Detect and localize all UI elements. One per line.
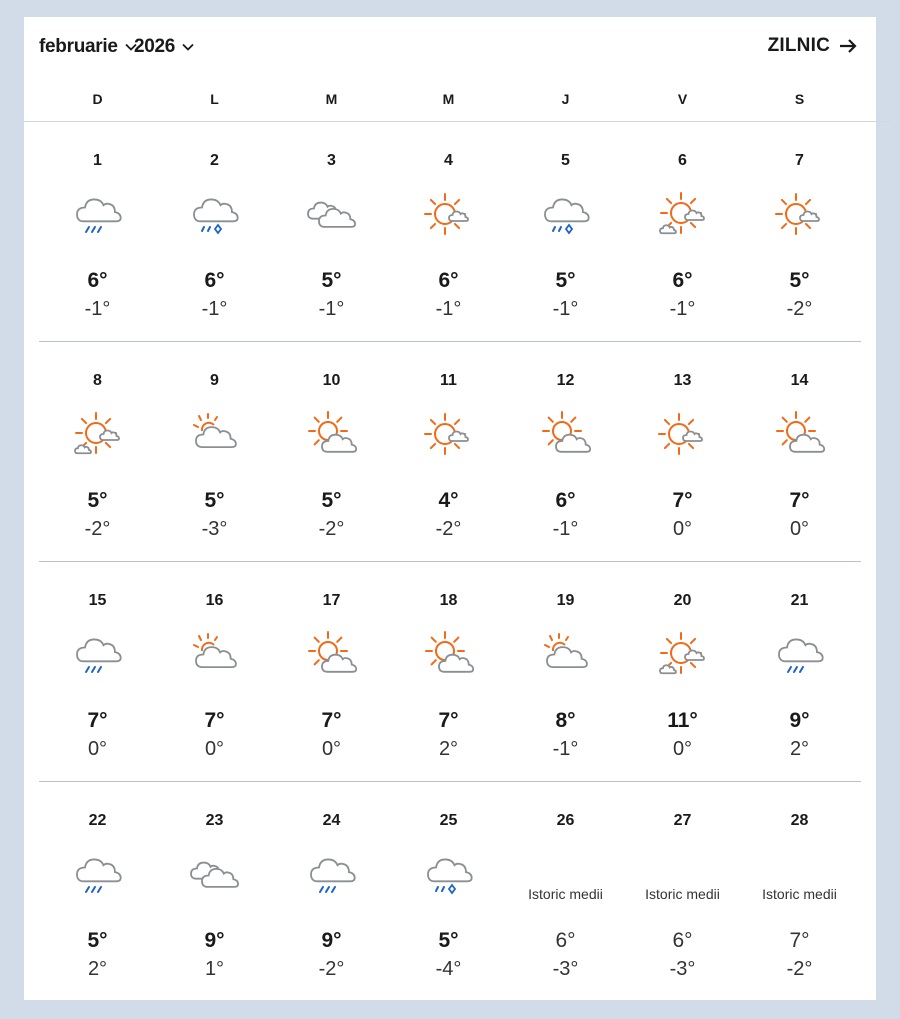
day-cell[interactable]	[39, 342, 156, 561]
day-number: 13	[673, 372, 692, 389]
day-cell[interactable]	[39, 782, 156, 1001]
max-temperature: 11°	[667, 709, 698, 732]
day-number: 17	[322, 592, 341, 609]
daily-view-link[interactable]	[768, 35, 858, 57]
day-number: 28	[790, 812, 809, 829]
day-cell[interactable]	[273, 562, 390, 781]
mostly-cloudy-icon	[540, 630, 592, 682]
day-number: 16	[205, 592, 224, 609]
cloudy-icon	[189, 850, 241, 902]
day-number: 4	[444, 152, 453, 169]
max-temperature: 5°	[87, 929, 108, 952]
sunny-small-cloud-icon	[657, 410, 709, 462]
day-number: 12	[556, 372, 575, 389]
historic-average-label: Istoric medii	[528, 886, 603, 902]
cloudy-icon	[306, 190, 358, 242]
chevron-down-icon	[181, 40, 195, 54]
day-number: 27	[673, 812, 692, 829]
day-number: 22	[88, 812, 107, 829]
weekday-header-row	[24, 77, 891, 122]
historic-average-label: Istoric medii	[762, 886, 837, 902]
day-number: 9	[210, 372, 219, 389]
day-number: 5	[561, 152, 570, 169]
min-temperature: 0°	[204, 738, 225, 760]
arrow-right-icon	[838, 37, 858, 55]
max-temperature: 9°	[204, 929, 225, 952]
day-cell[interactable]	[741, 562, 858, 781]
day-number: 1	[93, 152, 102, 169]
weekday-label: V	[677, 91, 688, 107]
historic-average-label: Istoric medii	[645, 886, 720, 902]
partly-cloudy-icon	[540, 410, 592, 462]
min-temperature: -1°	[552, 518, 579, 540]
day-number: 18	[439, 592, 458, 609]
weekday-label: D	[92, 91, 103, 107]
max-temperature: 6°	[672, 929, 693, 952]
day-number: 8	[93, 372, 102, 389]
max-temperature: 5°	[321, 489, 342, 512]
min-temperature: -2°	[318, 958, 345, 980]
weekday-label: J	[561, 91, 570, 107]
max-temperature: 7°	[789, 489, 810, 512]
mostly-cloudy-icon	[189, 410, 241, 462]
min-temperature: 2°	[789, 738, 810, 760]
day-number: 6	[678, 152, 687, 169]
min-temperature: 0°	[321, 738, 342, 760]
max-temperature: 6°	[672, 269, 693, 292]
calendar-header	[24, 17, 876, 77]
day-cell[interactable]	[39, 122, 156, 341]
min-temperature: -1°	[552, 298, 579, 320]
min-temperature: 1°	[204, 958, 225, 980]
day-number: 14	[790, 372, 809, 389]
max-temperature: 7°	[321, 709, 342, 732]
min-temperature: 2°	[87, 958, 108, 980]
min-temperature: -3°	[201, 518, 228, 540]
day-cell[interactable]	[156, 342, 273, 561]
day-cell[interactable]	[624, 782, 741, 1001]
min-temperature: -1°	[552, 738, 579, 760]
day-number: 23	[205, 812, 224, 829]
month-label: februarie	[39, 36, 118, 57]
sunny-small-cloud-icon	[423, 190, 475, 242]
rain-icon	[306, 850, 358, 902]
day-number: 21	[790, 592, 809, 609]
day-number: 10	[322, 372, 341, 389]
min-temperature: 0°	[87, 738, 108, 760]
month-selector[interactable]	[39, 36, 138, 58]
min-temperature: -2°	[318, 518, 345, 540]
max-temperature: 5°	[789, 269, 810, 292]
min-temperature: -2°	[435, 518, 462, 540]
partly-cloudy-icon	[306, 630, 358, 682]
max-temperature: 4°	[438, 489, 459, 512]
day-number: 20	[673, 592, 692, 609]
day-cell[interactable]	[624, 342, 741, 561]
day-number: 7	[795, 152, 804, 169]
year-selector[interactable]	[134, 36, 195, 58]
partly-cloudy-icon	[774, 410, 826, 462]
day-cell[interactable]	[624, 122, 741, 341]
partly-cloudy-icon	[306, 410, 358, 462]
rain-icon	[72, 630, 124, 682]
min-temperature: 0°	[672, 518, 693, 540]
max-temperature: 5°	[555, 269, 576, 292]
min-temperature: -2°	[84, 518, 111, 540]
min-temperature: 2°	[438, 738, 459, 760]
min-temperature: -1°	[318, 298, 345, 320]
day-cell[interactable]	[273, 342, 390, 561]
max-temperature: 7°	[789, 929, 810, 952]
daily-view-label: ZILNIC	[767, 35, 830, 56]
day-cell[interactable]	[507, 122, 624, 341]
day-cell[interactable]	[273, 122, 390, 341]
min-temperature: 0°	[672, 738, 693, 760]
day-cell[interactable]	[741, 342, 858, 561]
day-number: 3	[327, 152, 336, 169]
day-cell[interactable]	[507, 562, 624, 781]
weekday-label: S	[794, 91, 805, 107]
max-temperature: 6°	[87, 269, 108, 292]
day-cell[interactable]	[624, 562, 741, 781]
max-temperature: 7°	[672, 489, 693, 512]
day-number: 26	[556, 812, 575, 829]
max-temperature: 5°	[204, 489, 225, 512]
weekday-label: M	[325, 91, 338, 107]
day-cell[interactable]	[741, 782, 858, 1001]
weekday-label: M	[442, 91, 455, 107]
max-temperature: 5°	[87, 489, 108, 512]
day-number: 24	[322, 812, 341, 829]
min-temperature: -2°	[786, 958, 813, 980]
sunny-small-cloud-icon	[774, 190, 826, 242]
min-temperature: -2°	[786, 298, 813, 320]
week-row	[39, 122, 861, 342]
day-cell[interactable]	[39, 562, 156, 781]
sleet-icon	[540, 190, 592, 242]
sleet-icon	[423, 850, 475, 902]
max-temperature: 6°	[555, 489, 576, 512]
min-temperature: -4°	[435, 958, 462, 980]
week-row	[39, 562, 861, 782]
min-temperature: 0°	[789, 518, 810, 540]
day-cell[interactable]	[390, 782, 507, 1001]
day-cell[interactable]	[156, 122, 273, 341]
day-number: 25	[439, 812, 458, 829]
rain-icon	[72, 850, 124, 902]
max-temperature: 7°	[87, 709, 108, 732]
mostly-cloudy-icon	[189, 630, 241, 682]
min-temperature: -3°	[552, 958, 579, 980]
partly-cloudy-icon	[423, 630, 475, 682]
min-temperature: -1°	[435, 298, 462, 320]
calendar-panel	[24, 17, 876, 1000]
week-row	[39, 342, 861, 562]
max-temperature: 7°	[204, 709, 225, 732]
day-cell[interactable]	[507, 342, 624, 561]
sunny-clouds-icon	[657, 190, 709, 242]
max-temperature: 5°	[321, 269, 342, 292]
min-temperature: -1°	[201, 298, 228, 320]
day-cell[interactable]	[390, 342, 507, 561]
day-cell[interactable]	[156, 782, 273, 1001]
min-temperature: -1°	[669, 298, 696, 320]
day-number: 11	[440, 372, 457, 389]
rain-icon	[72, 190, 124, 242]
weekday-label: L	[210, 91, 219, 107]
min-temperature: -1°	[84, 298, 111, 320]
max-temperature: 5°	[438, 929, 459, 952]
max-temperature: 7°	[438, 709, 459, 732]
day-cell[interactable]	[390, 562, 507, 781]
day-cell[interactable]	[273, 782, 390, 1001]
day-cell[interactable]	[507, 782, 624, 1001]
day-cell[interactable]	[156, 562, 273, 781]
day-cell[interactable]	[741, 122, 858, 341]
year-label: 2026	[134, 36, 176, 57]
sleet-icon	[189, 190, 241, 242]
sunny-clouds-icon	[657, 630, 709, 682]
rain-icon	[774, 630, 826, 682]
week-row	[39, 782, 861, 1001]
max-temperature: 9°	[321, 929, 342, 952]
day-number: 2	[210, 152, 219, 169]
day-cell[interactable]	[390, 122, 507, 341]
max-temperature: 9°	[789, 709, 810, 732]
max-temperature: 8°	[555, 709, 576, 732]
day-number: 15	[88, 592, 107, 609]
sunny-small-cloud-icon	[423, 410, 475, 462]
calendar-grid	[39, 122, 861, 1001]
max-temperature: 6°	[555, 929, 576, 952]
max-temperature: 6°	[204, 269, 225, 292]
min-temperature: -3°	[669, 958, 696, 980]
max-temperature: 6°	[438, 269, 459, 292]
day-number: 19	[556, 592, 575, 609]
sunny-clouds-icon	[72, 410, 124, 462]
